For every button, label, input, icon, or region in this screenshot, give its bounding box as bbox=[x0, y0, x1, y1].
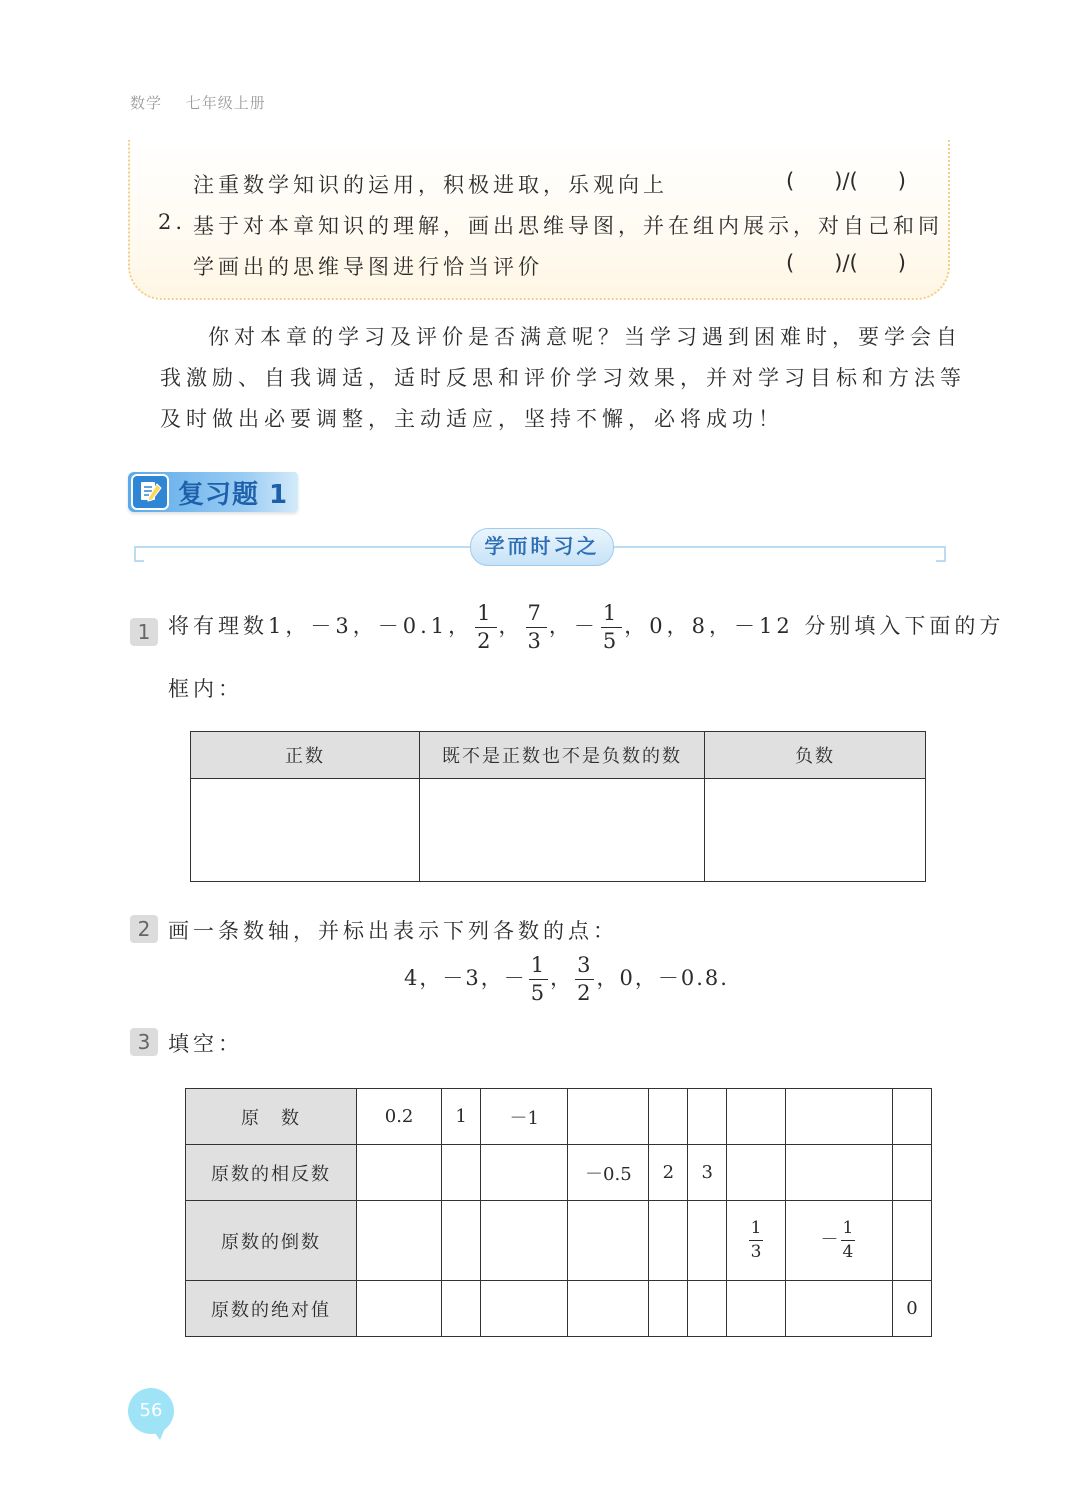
denominator: 5 bbox=[530, 981, 547, 1005]
fraction-1-3 bbox=[749, 1220, 764, 1261]
table-cell[interactable] bbox=[481, 1145, 568, 1201]
table-cell[interactable] bbox=[893, 1145, 932, 1201]
question-2-text: 画一条数轴，并标出表示下列各数的点： bbox=[168, 919, 618, 943]
table-cell[interactable] bbox=[727, 1281, 786, 1337]
denominator: 3 bbox=[750, 1242, 762, 1262]
table-cell[interactable]: 3 bbox=[688, 1145, 727, 1201]
table-cell[interactable]: 0.2 bbox=[357, 1089, 442, 1145]
row-label-original: 原 数 bbox=[186, 1089, 357, 1145]
table-cell[interactable] bbox=[649, 1089, 688, 1145]
question-2-number: 2 bbox=[130, 915, 158, 943]
banner-hook-left bbox=[134, 546, 144, 562]
denominator: 4 bbox=[842, 1242, 854, 1262]
numerator: 3 bbox=[575, 955, 594, 980]
table-cell[interactable]: －0.5 bbox=[568, 1145, 649, 1201]
banner-hook-right bbox=[936, 546, 946, 562]
question-1-suffix: ，0，8，－12 分别填入下面的方 bbox=[624, 614, 1005, 638]
minus-sign: － bbox=[820, 1229, 839, 1251]
numerator: 1 bbox=[529, 955, 548, 980]
row-label-reciprocal: 原数的倒数 bbox=[186, 1201, 357, 1281]
answer-cell-negative[interactable] bbox=[705, 779, 926, 882]
table-answer-row bbox=[191, 779, 926, 882]
header-neither: 既不是正数也不是负数的数 bbox=[420, 732, 705, 779]
table-cell[interactable]: 2 bbox=[649, 1145, 688, 1201]
evaluation-item-2-line-1: 基于对本章知识的理解，画出思维导图，并在组内展示，对自己和同 bbox=[193, 214, 943, 238]
review-title: 复习题 1 bbox=[178, 480, 289, 510]
table-cell[interactable] bbox=[688, 1201, 727, 1281]
table-cell[interactable] bbox=[649, 1201, 688, 1281]
running-header bbox=[130, 92, 284, 113]
evaluation-parens-1: ( )/( ) bbox=[786, 169, 906, 193]
fraction-1-5 bbox=[529, 955, 548, 1004]
table-cell[interactable] bbox=[357, 1201, 442, 1281]
pencil-note-icon bbox=[131, 474, 169, 510]
table-cell[interactable] bbox=[481, 1201, 568, 1281]
table-cell[interactable] bbox=[568, 1089, 649, 1145]
minus-sign: － bbox=[573, 614, 599, 638]
answer-cell-neither[interactable] bbox=[420, 779, 705, 882]
fraction-1-2 bbox=[475, 603, 496, 652]
header-grade: 七年级上册 bbox=[185, 94, 266, 112]
question-1-prefix: 将有理数1，－3，－0.1， bbox=[168, 614, 474, 638]
reflection-line-3: 及时做出必要调整，主动适应，坚持不懈，必将成功！ bbox=[160, 407, 784, 431]
table-cell[interactable] bbox=[727, 1089, 786, 1145]
reflection-line-1: 你对本章的学习及评价是否满意呢？当学习遇到困难时，要学会自 bbox=[208, 325, 962, 349]
question-2-number-list: 4，－3，－ $\frac{1}{5}$ ， $\frac{3}{2}$ ，0，－0.8. bbox=[404, 953, 729, 1005]
evaluation-parens-2: ( )/( ) bbox=[786, 251, 906, 275]
row-original bbox=[186, 1089, 932, 1145]
evaluation-item-2-number: 2. bbox=[158, 210, 187, 234]
row-reciprocal bbox=[186, 1201, 932, 1281]
table-cell[interactable] bbox=[785, 1281, 892, 1337]
table-cell[interactable] bbox=[688, 1089, 727, 1145]
question-3-text: 填空： bbox=[168, 1032, 243, 1056]
page-number: 56 bbox=[128, 1388, 174, 1434]
table-cell[interactable] bbox=[442, 1281, 481, 1337]
answer-cell-positive[interactable] bbox=[191, 779, 420, 882]
question-1-number: 1 bbox=[130, 618, 158, 646]
header-positive: 正数 bbox=[191, 732, 420, 779]
evaluation-item-2-line-2: 学画出的思维导图进行恰当评价 bbox=[193, 255, 543, 279]
question-1-line-2: 框内： bbox=[168, 677, 243, 701]
fill-in-table bbox=[185, 1088, 932, 1337]
numerator: 1 bbox=[601, 603, 622, 628]
table-cell[interactable] bbox=[568, 1201, 649, 1281]
table-cell[interactable] bbox=[481, 1281, 568, 1337]
table-cell[interactable] bbox=[649, 1281, 688, 1337]
fraction-7-3 bbox=[526, 603, 547, 652]
denominator: 3 bbox=[527, 629, 545, 653]
fraction-3-2 bbox=[575, 955, 594, 1004]
table-cell[interactable] bbox=[893, 1089, 932, 1145]
table-cell[interactable]: 0 bbox=[893, 1281, 932, 1337]
table-cell[interactable] bbox=[727, 1145, 786, 1201]
denominator: 2 bbox=[577, 981, 593, 1005]
question-3-number: 3 bbox=[130, 1028, 158, 1056]
denominator: 2 bbox=[477, 629, 495, 653]
fraction-1-5 bbox=[601, 603, 622, 652]
reflection-line-2: 我激励、自我调适，适时反思和评价学习效果，并对学习目标和方法等 bbox=[160, 366, 966, 390]
evaluation-line-1: 注重数学知识的运用，积极进取，乐观向上 bbox=[193, 173, 668, 197]
banner-label: 学而时习之 bbox=[470, 528, 614, 566]
row-label-opposite: 原数的相反数 bbox=[186, 1145, 357, 1201]
header-negative: 负数 bbox=[705, 732, 926, 779]
table-cell[interactable] bbox=[785, 1145, 892, 1201]
table-cell[interactable] bbox=[688, 1281, 727, 1337]
numerator: 1 bbox=[475, 603, 496, 628]
classification-table bbox=[190, 731, 926, 882]
row-absolute-value bbox=[186, 1281, 932, 1337]
table-cell[interactable] bbox=[893, 1201, 932, 1281]
row-opposite bbox=[186, 1145, 932, 1201]
numerator: 1 bbox=[841, 1220, 856, 1241]
numerator: 1 bbox=[749, 1220, 764, 1241]
number-list-suffix: ，0，－0.8. bbox=[596, 966, 729, 990]
table-cell[interactable] bbox=[442, 1201, 481, 1281]
header-subject: 数学 bbox=[130, 94, 163, 112]
table-cell[interactable] bbox=[442, 1145, 481, 1201]
row-label-absolute-value: 原数的绝对值 bbox=[186, 1281, 357, 1337]
number-list-prefix: 4，－3，－ bbox=[404, 966, 527, 990]
table-cell[interactable] bbox=[357, 1281, 442, 1337]
table-cell[interactable] bbox=[568, 1281, 649, 1337]
table-cell[interactable] bbox=[785, 1089, 892, 1145]
table-cell[interactable]: －1 bbox=[481, 1089, 568, 1145]
table-cell[interactable] bbox=[785, 1201, 892, 1281]
numerator: 7 bbox=[526, 603, 547, 628]
table-cell[interactable]: 1 bbox=[442, 1089, 481, 1145]
table-cell[interactable] bbox=[727, 1201, 786, 1281]
question-1-text: 将有理数1，－3，－0.1， $\frac{1}{2}$ ， $\frac{7}{3}$ ，－ $\frac{1}{5}$ ，0，8，－12 分别填入下面的方 bbox=[168, 601, 1005, 653]
denominator: 5 bbox=[602, 629, 621, 653]
fraction-1-4 bbox=[841, 1220, 856, 1261]
table-cell[interactable] bbox=[357, 1145, 442, 1201]
table-header-row bbox=[191, 732, 926, 779]
